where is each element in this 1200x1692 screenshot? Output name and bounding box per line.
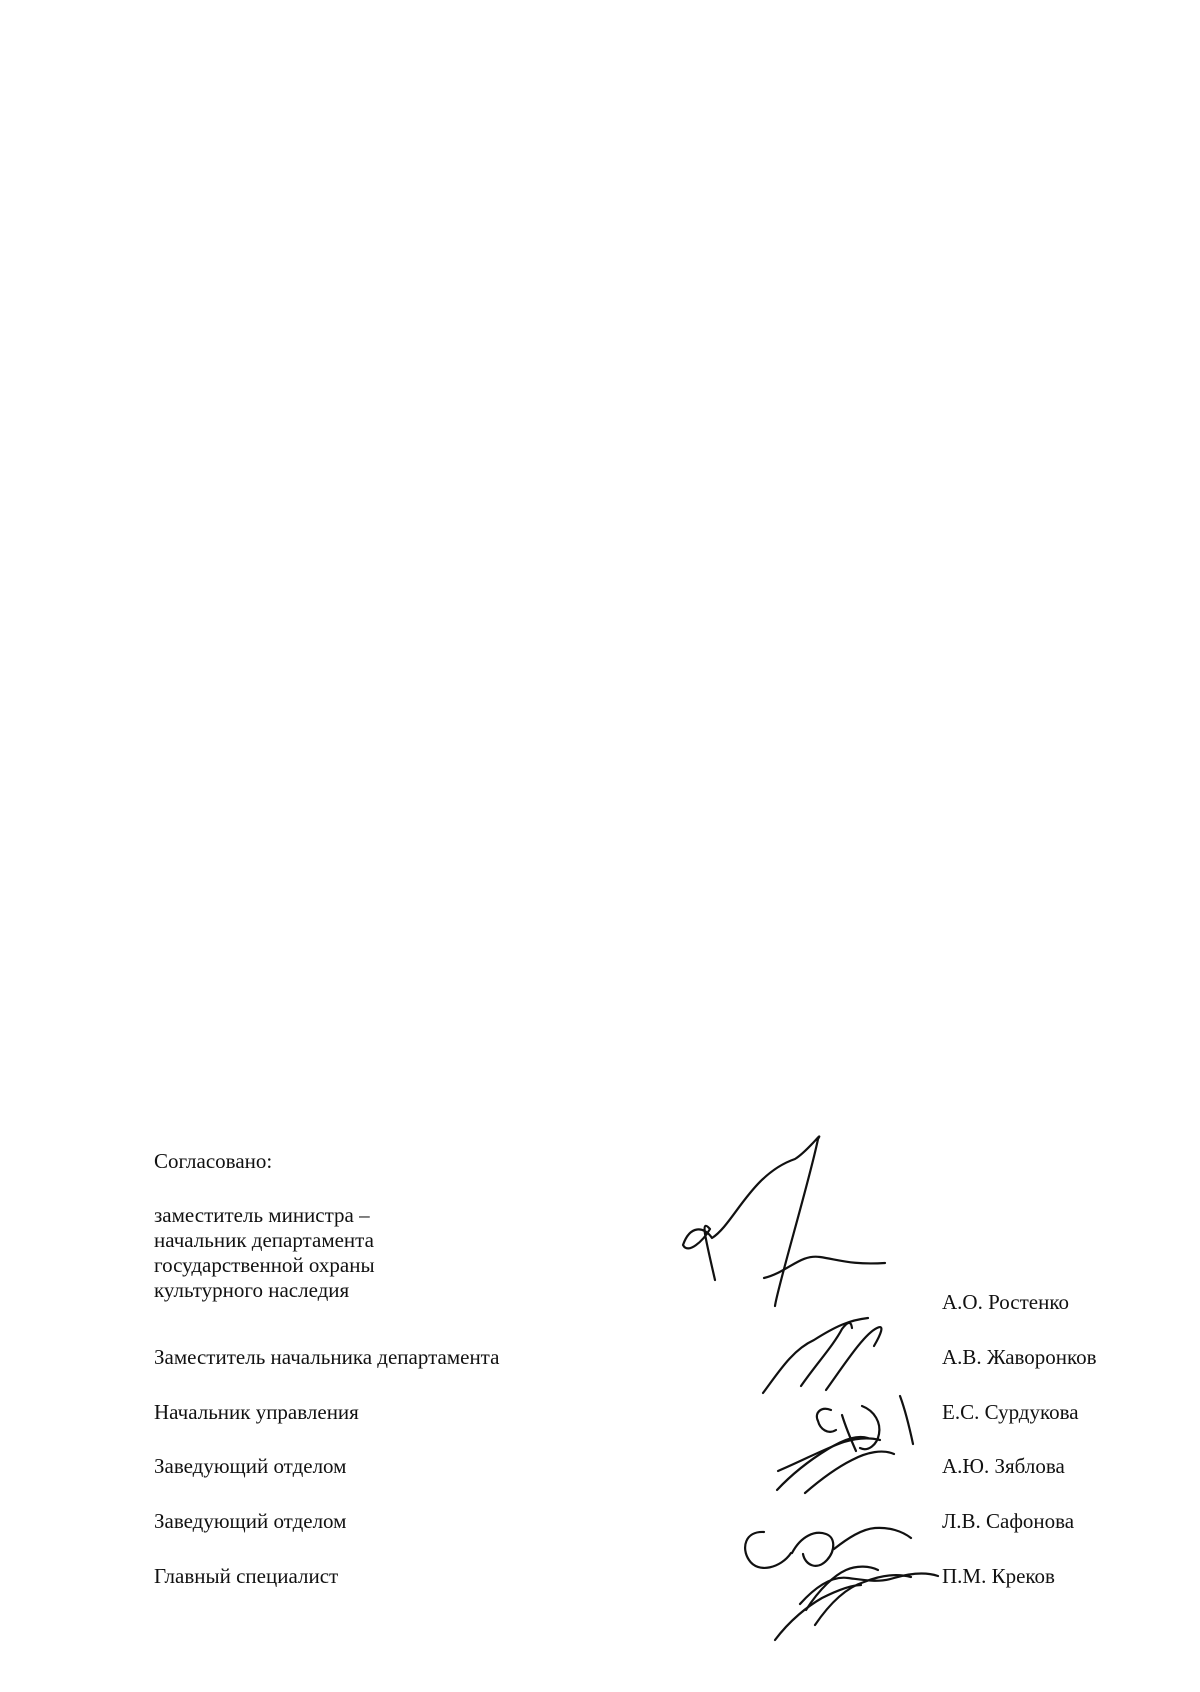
signatory-name: А.В. Жаворонков: [942, 1345, 1097, 1369]
approval-heading: Согласовано:: [154, 1149, 273, 1173]
signatory-row: [0, 1508, 1200, 1534]
signatory-name: Е.С. Сурдукова: [942, 1400, 1079, 1424]
signatory-position: Заместитель начальника департамента: [154, 1345, 500, 1369]
signatory-name: А.О. Ростенко: [942, 1290, 1069, 1314]
signatory-position: Начальник управления: [154, 1400, 359, 1424]
title-line: культурного наследия: [154, 1278, 350, 1302]
signatory-name: П.М. Креков: [942, 1564, 1055, 1588]
signatory-name: Л.В. Сафонова: [942, 1509, 1075, 1533]
signatory-row: [0, 1453, 1200, 1479]
signatory-row: [0, 1563, 1200, 1589]
signatory-name: А.Ю. Зяблова: [942, 1454, 1065, 1478]
signatory-position: Главный специалист: [154, 1564, 339, 1588]
title-line: начальник департамента: [154, 1228, 374, 1252]
signatory-row: [0, 1344, 1200, 1370]
title-line: государственной охраны: [154, 1253, 375, 1277]
title-line: заместитель министра –: [154, 1203, 370, 1227]
signatory-position: Заведующий отделом: [154, 1454, 347, 1478]
signature-rostenko: [683, 1136, 885, 1306]
signatory-row: [0, 1399, 1200, 1425]
signatory-row: [0, 1289, 1200, 1315]
main-signatory-title: [154, 1203, 375, 1303]
signatory-position: Заведующий отделом: [154, 1509, 347, 1533]
